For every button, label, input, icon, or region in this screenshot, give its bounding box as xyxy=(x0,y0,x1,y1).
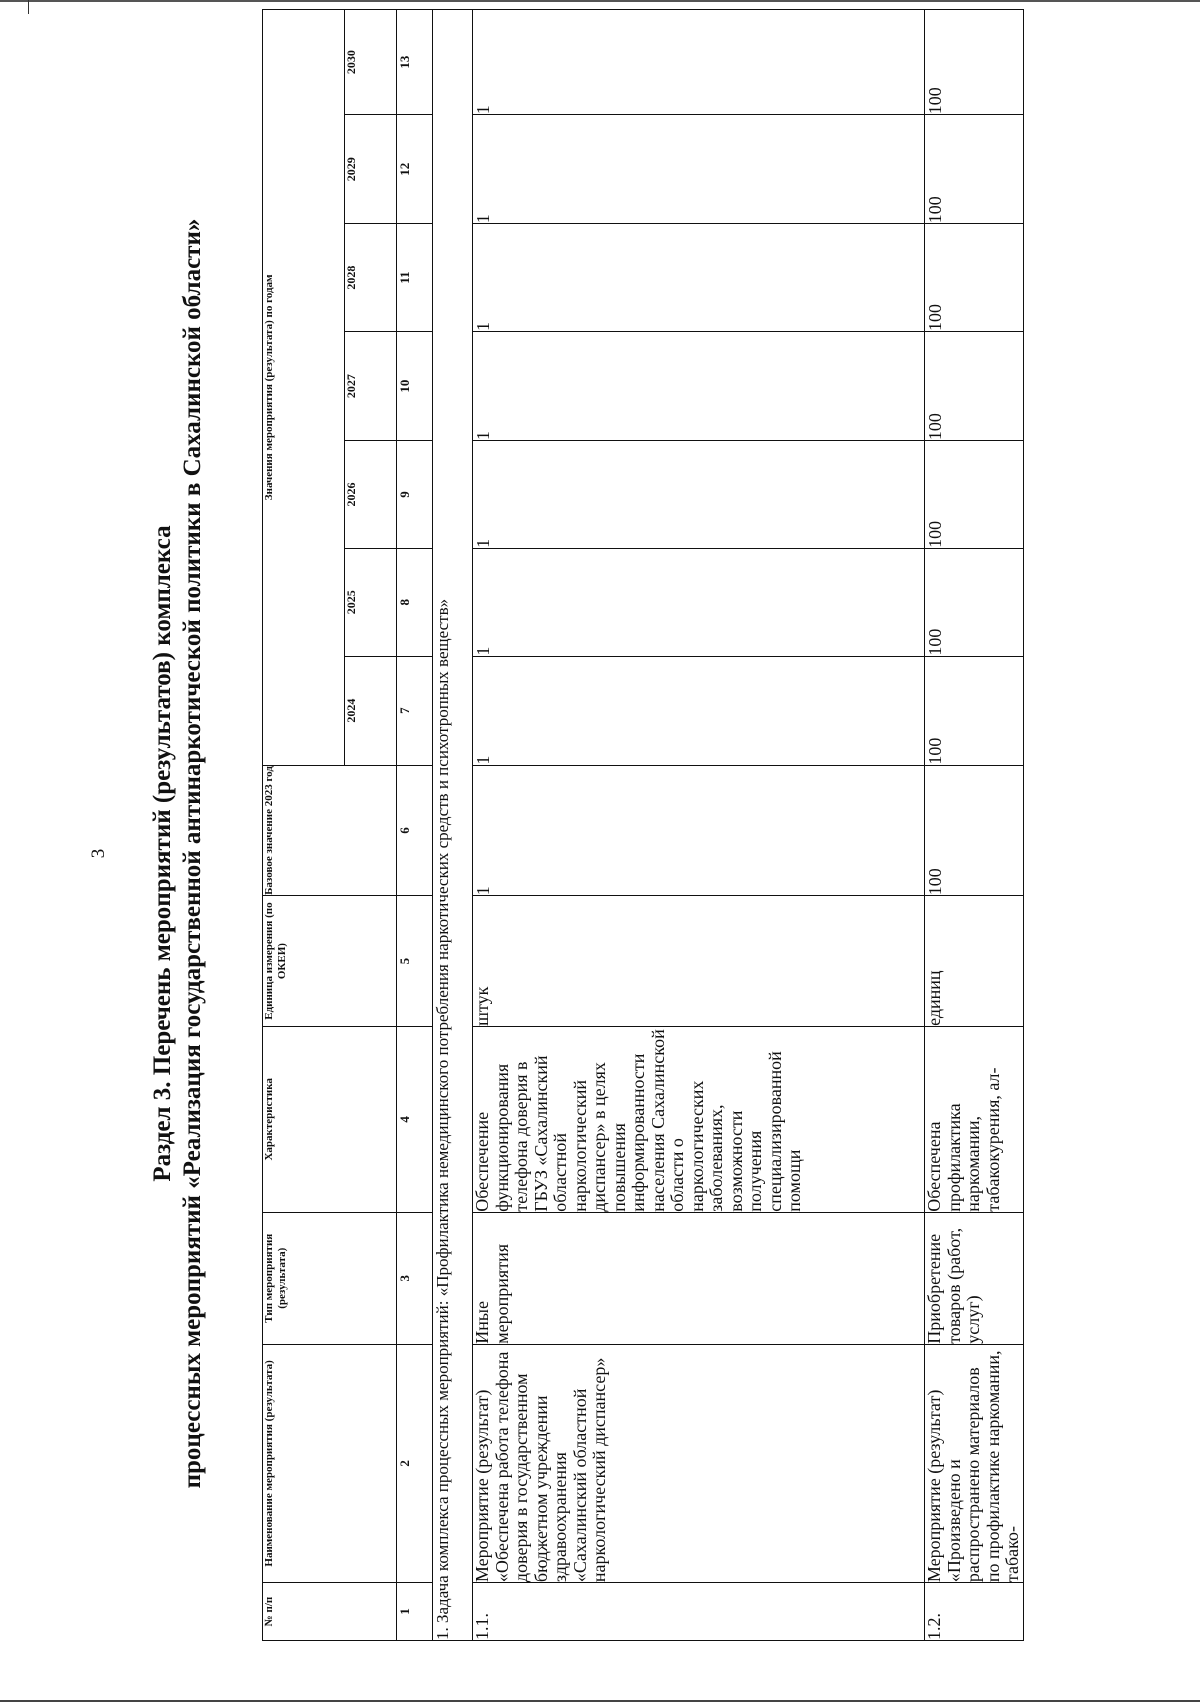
column-number-row xyxy=(397,10,433,1641)
value-2030: 100 xyxy=(925,10,1024,115)
measure-characteristic: Обеспечение функционирования телефона доверия в ГБУЗ «Сахалинский областной наркологический диспансер» в целях повышения информированности населения Сахалинской области о наркологических заболеваниях, возможности получения специализированной помощи xyxy=(473,1026,925,1212)
header-year-2025: 2025 xyxy=(345,548,397,656)
value-2024: 100 xyxy=(925,656,1024,765)
title-line-2: процессных мероприятий «Реализация государственной антинаркотической политики в Сахалинской области» xyxy=(179,218,206,1489)
measure-type: Иные мероприятия xyxy=(473,1212,925,1344)
value-2028: 100 xyxy=(925,224,1024,332)
table-row xyxy=(925,10,1024,1641)
column-number: 12 xyxy=(397,115,433,224)
header-characteristic: Характеристика xyxy=(263,1026,397,1212)
header-year-2030: 2030 xyxy=(345,10,397,115)
value-2025: 1 xyxy=(473,548,925,656)
title-line-1: Раздел 3. Перечень мероприятий (результатов) комплекса xyxy=(149,525,176,1182)
measure-name: Мероприятие (результат) «Произведено и распространено материалов по профилактике наркомании, табако- xyxy=(925,1344,1024,1582)
value-2025: 100 xyxy=(925,548,1024,656)
task-section-title: 1. Задача комплекса процессных мероприятий: «Профилактика немедицинского потребления наркотических средств и психотропных веществ» xyxy=(433,10,473,1641)
measure-unit: единиц xyxy=(925,896,1024,1027)
measures-table xyxy=(262,9,1024,1641)
value-2027: 100 xyxy=(925,332,1024,441)
column-number: 1 xyxy=(397,1583,433,1641)
value-2030: 1 xyxy=(473,10,925,115)
header-year-2028: 2028 xyxy=(345,224,397,332)
row-number: 1.1. xyxy=(473,1583,925,1641)
column-number: 3 xyxy=(397,1212,433,1344)
column-number: 7 xyxy=(397,656,433,765)
value-2029: 100 xyxy=(925,115,1024,224)
table-row xyxy=(473,10,925,1641)
column-number: 10 xyxy=(397,332,433,441)
header-year-2029: 2029 xyxy=(345,115,397,224)
column-number: 9 xyxy=(397,441,433,549)
value-2027: 1 xyxy=(473,332,925,441)
header-year-2027: 2027 xyxy=(345,332,397,441)
column-number: 13 xyxy=(397,10,433,115)
column-number: 11 xyxy=(397,224,433,332)
section-title xyxy=(148,0,208,1707)
column-number: 8 xyxy=(397,548,433,656)
header-unit: Единица измерения (по ОКЕИ) xyxy=(263,896,397,1027)
header-year-2024: 2024 xyxy=(345,656,397,765)
header-type: Тип мероприятия (результата) xyxy=(263,1212,397,1344)
value-2029: 1 xyxy=(473,115,925,224)
header-base-value: Базовое значение 2023 год xyxy=(263,765,397,896)
measure-type: Приобретение товаров (работ, услуг) xyxy=(925,1212,1024,1344)
column-number: 4 xyxy=(397,1026,433,1212)
value-2024: 1 xyxy=(473,656,925,765)
base-value: 100 xyxy=(925,765,1024,896)
column-number: 5 xyxy=(397,896,433,1027)
row-number: 1.2. xyxy=(925,1583,1024,1641)
measure-name: Мероприятие (результат) «Обеспечена работа телефона доверия в государственном бюджетном учреждении здравоохранения «Сахалинский областной наркологический диспансер» xyxy=(473,1344,925,1582)
page-number: 3 xyxy=(88,848,109,859)
value-2026: 100 xyxy=(925,441,1024,549)
section-row xyxy=(433,10,473,1641)
value-2026: 1 xyxy=(473,441,925,549)
measure-characteristic: Обеспечена профилактика наркомании, табакокурения, ал- xyxy=(925,1026,1024,1212)
header-num: № п/п xyxy=(263,1583,397,1641)
value-2028: 1 xyxy=(473,224,925,332)
header-values-by-year: Значения мероприятия (результата) по годам xyxy=(263,10,345,766)
base-value: 1 xyxy=(473,765,925,896)
measure-unit: штук xyxy=(473,896,925,1027)
column-number: 2 xyxy=(397,1344,433,1582)
header-year-2026: 2026 xyxy=(345,441,397,549)
header-name: Наименование мероприятия (результата) xyxy=(263,1344,397,1582)
column-number: 6 xyxy=(397,765,433,896)
